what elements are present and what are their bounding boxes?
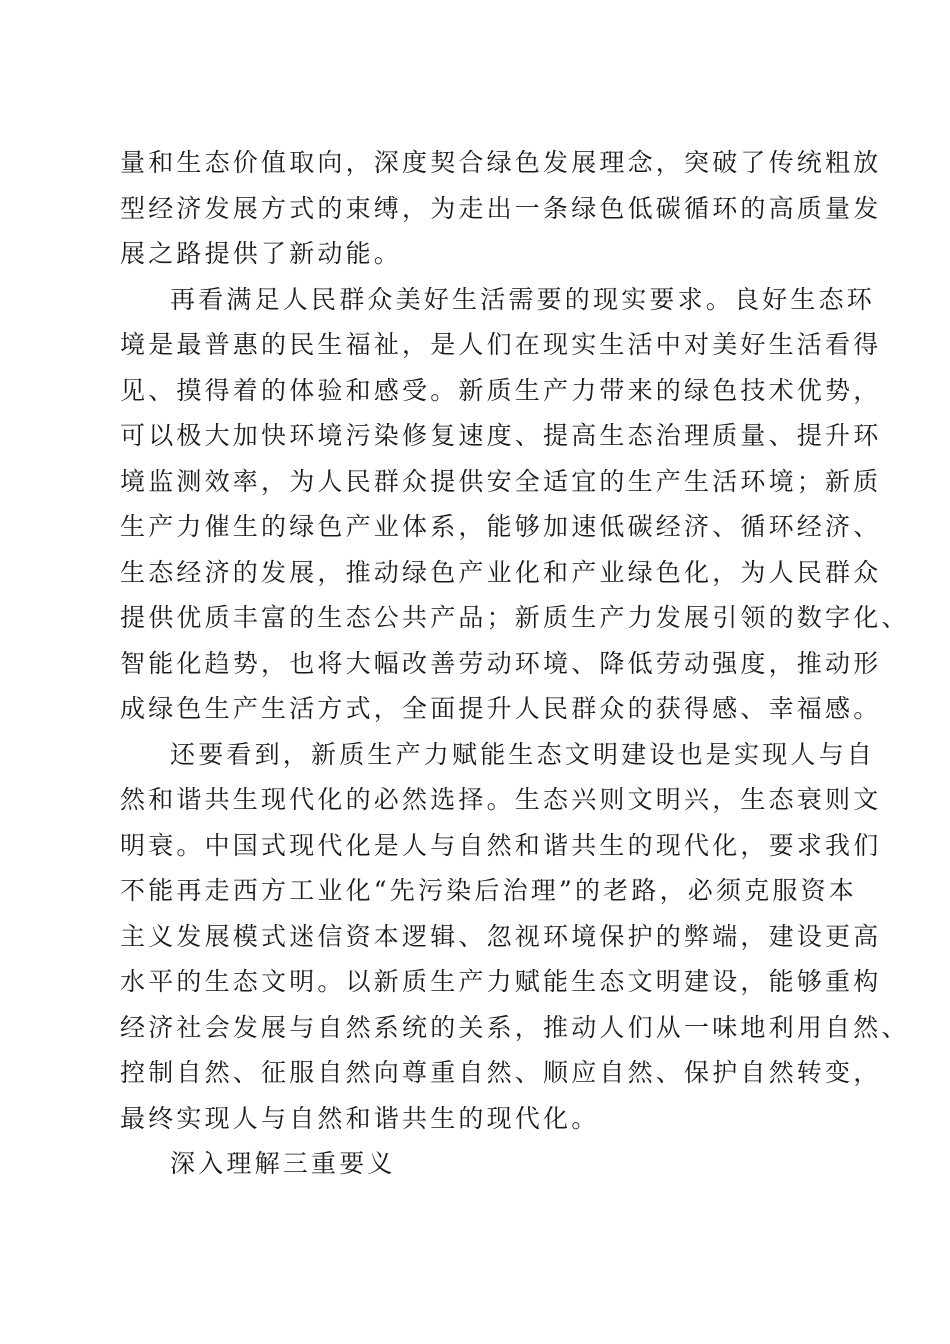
paragraph-3-line-7: 经济社会发展与自然系统的关系，推动人们从一味地利用自然、	[120, 1012, 910, 1042]
paragraph-2-line-5: 境监测效率，为人民群众提供安全适宜的生产生活环境；新质	[120, 466, 882, 496]
paragraph-3-line-4: 不能再走西方工业化“先污染后治理”的老路，必须克服资本	[120, 876, 857, 905]
paragraph-2-line-8: 提供优质丰富的生态公共产品；新质生产力发展引领的数字化、	[120, 603, 910, 632]
paragraph-2-line-9: 智能化趋势，也将大幅改善劳动环境、降低劳动强度，推动形	[120, 648, 882, 678]
paragraph-2-line-2: 境是最普惠的民生福祉，是人们在现实生活中对美好生活看得	[120, 330, 882, 359]
section-heading: 深入理解三重要义	[170, 1149, 396, 1178]
paragraph-3-line-5: 主义发展模式迷信资本逻辑、忽视环境保护的弊端，建设更高	[120, 921, 882, 951]
paragraph-2-line-6: 生产力催生的绿色产业体系，能够加速低碳经济、循环经济、	[120, 512, 882, 541]
paragraph-3-line-9: 最终实现人与自然和谐共生的现代化。	[120, 1103, 600, 1133]
paragraph-1-line-1: 量和生态价值取向，深度契合绿色发展理念，突破了传统粗放	[120, 148, 882, 177]
paragraph-1-line-2: 型经济发展方式的束缚，为走出一条绿色低碳循环的高质量发	[120, 193, 882, 223]
paragraph-3-line-8: 控制自然、征服自然向尊重自然、顺应自然、保护自然转变，	[120, 1058, 882, 1087]
paragraph-2-line-7: 生态经济的发展，推动绿色产业化和产业绿色化，为人民群众	[120, 557, 882, 587]
paragraph-3-line-1: 还要看到，新质生产力赋能生态文明建设也是实现人与自	[170, 739, 876, 769]
paragraph-2-line-1: 再看满足人民群众美好生活需要的现实要求。良好生态环	[170, 284, 876, 314]
paragraph-2-line-4: 可以极大加快环境污染修复速度、提高生态治理质量、提升环	[120, 421, 882, 450]
paragraph-3-line-3: 明衰。中国式现代化是人与自然和谐共生的现代化，要求我们	[120, 830, 882, 860]
paragraph-3-line-2: 然和谐共生现代化的必然选择。生态兴则文明兴，生态衰则文	[120, 785, 882, 814]
document-body	[120, 140, 910, 1187]
paragraph-1-line-3: 展之路提供了新动能。	[120, 239, 403, 268]
paragraph-2-line-3: 见、摸得着的体验和感受。新质生产力带来的绿色技术优势，	[120, 375, 882, 405]
paragraph-3-line-6: 水平的生态文明。以新质生产力赋能生态文明建设，能够重构	[120, 967, 882, 996]
paragraph-2-line-10: 成绿色生产生活方式，全面提升人民群众的获得感、幸福感。	[120, 694, 882, 723]
